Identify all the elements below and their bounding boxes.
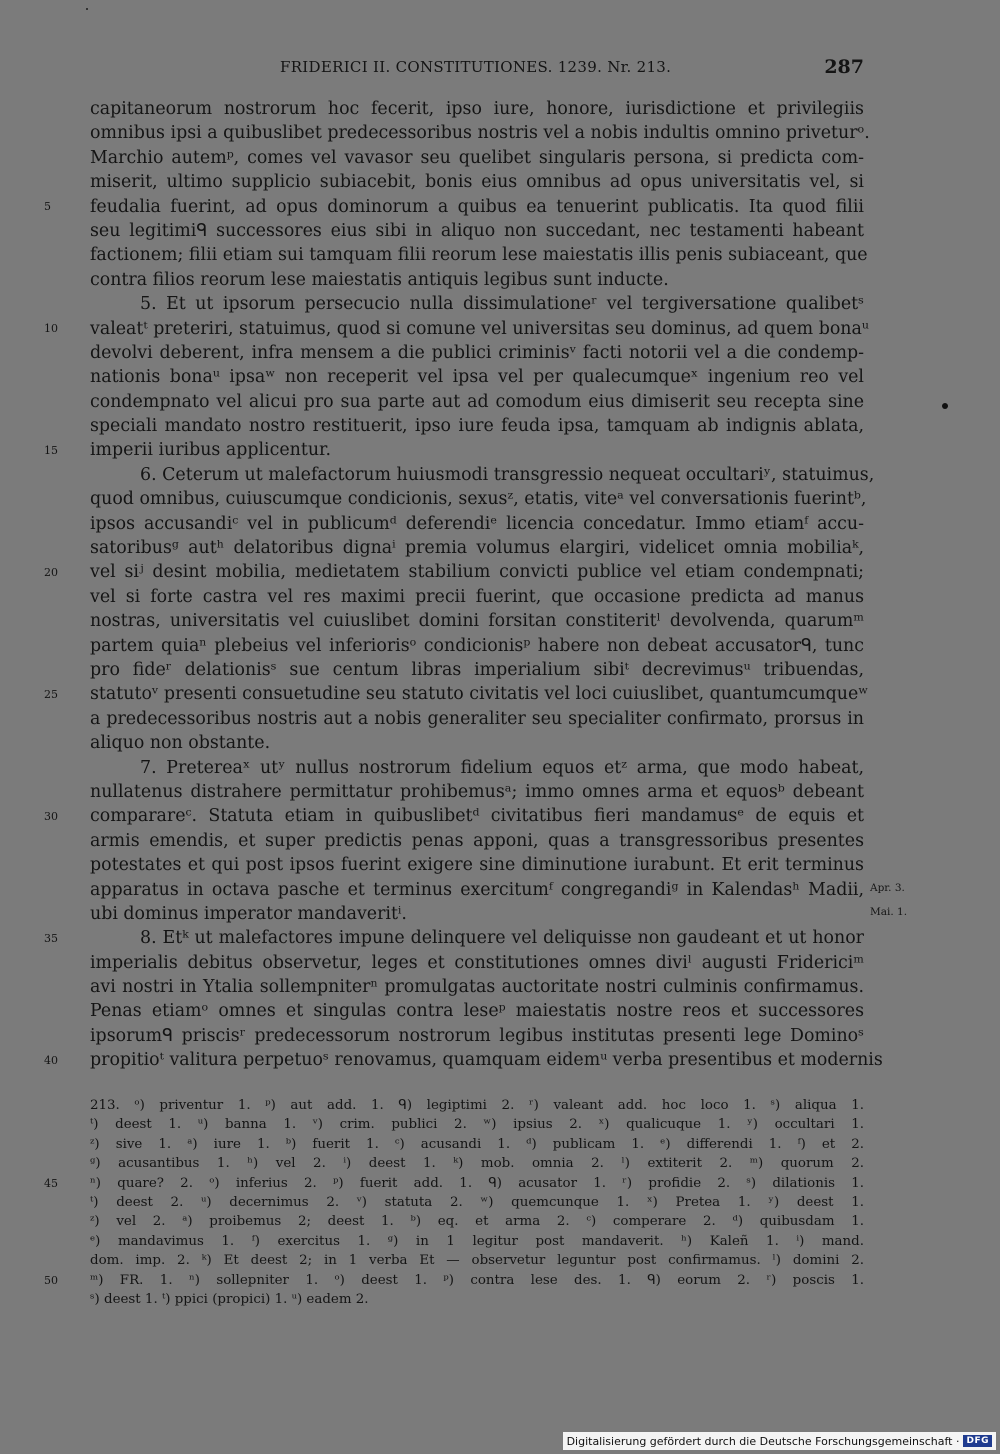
text-line: armis emendis, et super predictis penas apponi, quas a transgressoribus presentes (90, 830, 864, 851)
margin-date: Mai. 1. (870, 906, 908, 918)
text-line: 5. Et ut ipsorum persecucio nulla dissimulationeʳ vel tergiversatione qualibetˢ (140, 294, 864, 315)
text-line: pro fideʳ delationisˢ sue centum libras imperialium sibiᵗ decrevimusᵘ tribuendas, (90, 659, 864, 680)
footnote-line: ⁿ) quare? 2. ᵒ) inferius 2. ᵖ) fuerit add. 1. ᑫ) acusator 1. ʳ) profidie 2. ˢ) dilationis 1. (90, 1175, 864, 1191)
text-line: speciali mandato nostro restituerit, ipso iure feuda ipsa, tamquam ab indignis ablata, (90, 416, 864, 437)
text-line: a predecessoribus nostris aut a nobis generaliter seu specialiter confirmato, prorsus in (90, 708, 864, 729)
text-line: quod omnibus, cuiuscumque condicionis, sexusᶻ, etatis, viteᵃ vel conversationis fuerintᵇ, (90, 489, 867, 510)
text-line: vel si forte castra vel res maximi precii fuerint, que occasione predicta ad manus (90, 586, 864, 607)
footnote-line: ᵗ) deest 1. ᵘ) banna 1. ᵛ) crim. publici 2. ʷ) ipsius 2. ˣ) qualicuque 1. ʸ) occultari 1. (90, 1117, 864, 1133)
footnote-line: ᶻ) sive 1. ᵃ) iure 1. ᵇ) fuerit 1. ᶜ) acusandi 1. ᵈ) publicam 1. ᵉ) differendi 1. ᶠ) et 2. (90, 1136, 864, 1152)
line-number: 10 (44, 321, 58, 335)
text-line: vel siʲ desint mobilia, medietatem stabilium convicti publice vel etiam condempnati; (90, 562, 864, 583)
text-line: contra filios reorum lese maiestatis antiquis legibus sunt inducte. (90, 269, 669, 290)
footnotes (90, 1096, 864, 1309)
text-line: 6. Ceterum ut malefactorum huiusmodi transgressio nequeat occultariʸ, statuimus, (140, 464, 875, 485)
footnote-line: ᶻ) vel 2. ᵃ) proibemus 2; deest 1. ᵇ) eq. et arma 2. ᶜ) comperare 2. ᵈ) quibusdam 1. (90, 1214, 864, 1230)
text-line: factionem; filii etiam sui tamquam filii reorum lese maiestatis illis penis subiaceant, que (90, 245, 868, 266)
text-line: nullatenus distrahere permittatur prohibemusᵃ; immo omnes arma et equosᵇ debeant (90, 781, 864, 802)
line-number: 20 (44, 565, 58, 579)
line-number: 25 (44, 687, 58, 701)
running-head: FRIDERICI II. CONSTITUTIONES. 1239. Nr. 213. (280, 58, 672, 76)
margin-date: Apr. 3. (870, 882, 905, 894)
text-line: nostras, universitatis vel cuiuslibet domini forsitan constiteritˡ devolvenda, quarumᵐ (90, 611, 864, 632)
text-line: 7. Pretereaˣ utʸ nullus nostrorum fidelium equos etᶻ arma, que modo habeat, (140, 757, 864, 778)
page-header (90, 58, 864, 82)
line-number: 30 (44, 809, 58, 823)
text-line: seu legitimiᑫ successores eius sibi in aliquo non succedant, nec testamenti habeant (90, 220, 864, 241)
text-line: ipsorumᑫ priscisʳ predecessorum nostrorum legibus institutas presenti lege Dominoˢ (90, 1025, 864, 1046)
footnote-line: 213. ᵒ) priventur 1. ᵖ) aut add. 1. ᑫ) legiptimi 2. ʳ) valeant add. hoc loco 1. ˢ) aliqua 1. (90, 1098, 864, 1113)
text-line: capitaneorum nostrorum hoc fecerit, ipso iure, honore, iurisdictione et privilegiis (90, 99, 864, 119)
footnote-line: ˢ) deest 1. ᵗ) ppici (propici) 1. ᵘ) eadem 2. (90, 1291, 369, 1307)
line-number: 5 (44, 199, 51, 213)
funding-banner-text: Digitalisierung gefördert durch die Deutsche Forschungsgemeinschaft · (566, 1434, 960, 1448)
text-line: satoribusᵍ autʰ delatoribus dignaⁱ premia volumus elargiri, videlicet omnia mobiliaᵏ, (90, 538, 864, 559)
page-number: 287 (824, 56, 864, 78)
footnote-line: ᵐ) FR. 1. ⁿ) sollepniter 1. ᵒ) deest 1. ᵖ) contra lese des. 1. ᑫ) eorum 2. ʳ) poscis 1. (90, 1272, 864, 1288)
text-line: 8. Etᵏ ut malefactores impune delinquere vel deliquisse non gaudeant et ut honor (140, 928, 864, 949)
text-line: aliquo non obstante. (90, 733, 271, 754)
margin-dot (942, 403, 948, 409)
footnote-line: dom. imp. 2. ᵏ) Et deest 2; in 1 verba Et — observetur leguntur post confirmamus. ˡ) domini 2. (90, 1253, 864, 1269)
footnote-line: ᵍ) acusantibus 1. ʰ) vel 2. ⁱ) deest 1. ᵏ) mob. omnia 2. ˡ) extiterit 2. ᵐ) quorum 2. (90, 1156, 864, 1172)
footnote-line: ᵉ) mandavimus 1. ᶠ) exercitus 1. ᵍ) in 1 legitur post mandaverit. ʰ) Kaleñ 1. ⁱ) mand. (90, 1233, 864, 1249)
funding-banner[interactable] (563, 1432, 996, 1450)
text-line: valeatᵗ preteriri, statuimus, quod si comune vel universitas seu dominus, ad quem bonaᵘ (90, 318, 869, 339)
text-line: ipsos accusandiᶜ vel in publicumᵈ deferendiᵉ licencia concedatur. Immo etiamᶠ accu- (90, 513, 864, 534)
footnote-line: ᵗ) deest 2. ᵘ) decernimus 2. ᵛ) statuta 2. ʷ) quemcunque 1. ˣ) Pretea 1. ʸ) deest 1. (90, 1194, 864, 1210)
text-line: ubi dominus imperator mandaveritⁱ. (90, 903, 407, 924)
text-line: Penas etiamᵒ omnes et singulas contra leseᵖ maiestatis nostre reos et successores (90, 1001, 864, 1022)
text-line: statutoᵛ presenti consuetudine seu statuto civitatis vel loci cuiuslibet, quantumcumqueʷ (90, 684, 869, 705)
line-number: 35 (44, 931, 58, 945)
main-text (90, 97, 883, 1073)
text-line: devolvi deberent, infra mensem a die publici criminisᵛ facti notorii vel a die condemp- (90, 342, 864, 363)
line-number: 45 (44, 1176, 58, 1190)
text-line: potestates et qui post ipsos fuerint exigere sine diminutione iurabunt. Et erit terminus (90, 855, 864, 876)
text-line: apparatus in octava pasche et terminus exercitumᶠ congregandiᵍ in Kalendasʰ Madii, (90, 879, 864, 900)
text-line: comparareᶜ. Statuta etiam in quibuslibetᵈ civitatibus fieri mandamusᵉ de equis et (90, 806, 864, 827)
line-number: 50 (44, 1273, 58, 1287)
line-number: 15 (44, 443, 58, 457)
scan-speck (86, 8, 88, 10)
text-line: feudalia fuerint, ad opus dominorum a quibus ea tenuerint publicatis. Ita quod filii (90, 196, 864, 217)
text-line: propitioᵗ valitura perpetuoˢ renovamus, quamquam eidemᵘ verba presentibus et modernis (90, 1050, 883, 1071)
text-line: imperii iuribus applicentur. (90, 440, 331, 461)
text-line: condempnato vel alicui pro sua parte aut ad comodum eius dimiserit seu recepta sine (90, 391, 864, 412)
text-line: omnibus ipsi a quibuslibet predecessoribus nostris vel a nobis indultis omnino priveturᵒ. (90, 123, 870, 144)
text-line: avi nostri in Ytalia sollempniterⁿ promulgatas auctoritate nostri culminis confirmamus. (90, 977, 864, 998)
dfg-logo-icon: DFG (963, 1435, 992, 1447)
line-number: 40 (44, 1053, 58, 1067)
text-line: miserit, ultimo supplicio subiacebit, bonis eius omnibus ad opus universitatis vel, si (90, 172, 864, 193)
text-line: nationis bonaᵘ ipsaʷ non receperit vel ipsa vel per qualecumqueˣ ingenium reo vel (90, 367, 864, 388)
text-line: imperialis debitus observetur, leges et constitutiones omnes diviˡ augusti Fridericiᵐ (90, 952, 864, 973)
text-line: partem quiaⁿ plebeius vel inferiorisᵒ condicionisᵖ habere non debeat accusatorᑫ, tunc (90, 635, 864, 656)
text-line: Marchio autemᵖ, comes vel vavasor seu quelibet singularis persona, si predicta com- (90, 147, 864, 168)
